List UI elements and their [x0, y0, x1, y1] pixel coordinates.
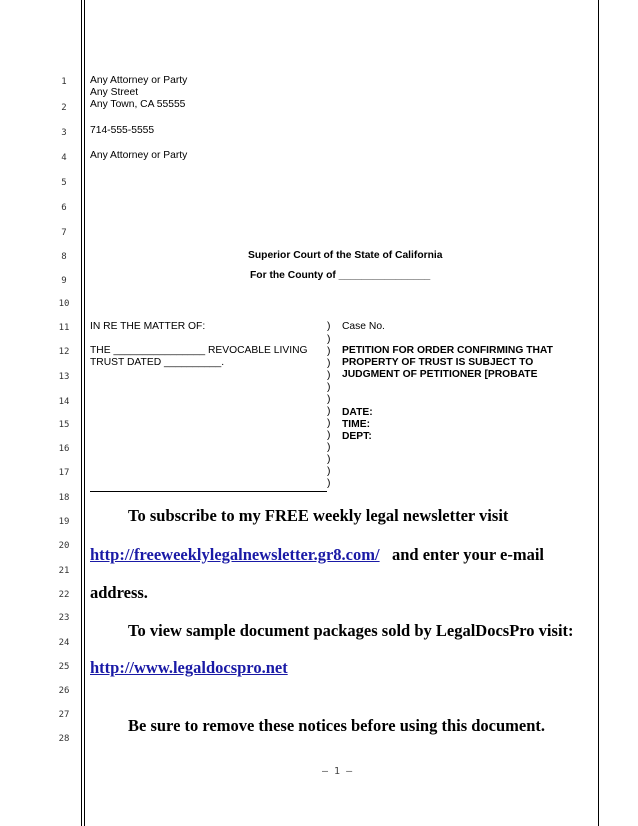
caption-paren: ) [327, 442, 331, 453]
petition-title-line1: PETITION FOR ORDER CONFIRMING THAT [342, 345, 553, 356]
line-number: 26 [58, 686, 70, 696]
remove-notice: Be sure to remove these notices before using this document. [128, 716, 546, 735]
line-number: 16 [58, 444, 70, 454]
line-number: 3 [61, 128, 67, 138]
case-number-label: Case No. [342, 321, 385, 332]
line-number: 8 [61, 252, 67, 262]
petition-title-line3: JUDGMENT OF PETITIONER [PROBATE [342, 369, 538, 380]
caption-paren: ) [327, 466, 331, 477]
trust-name-line2: TRUST DATED __________. [90, 357, 225, 368]
line-number: 17 [58, 468, 70, 478]
line-number: 23 [58, 613, 70, 623]
line-number: 25 [58, 662, 70, 672]
caption-underline [90, 491, 327, 492]
line-number: 11 [58, 323, 70, 333]
newsletter-link[interactable]: http://freeweeklylegalnewsletter.gr8.com/ [90, 545, 380, 564]
attorney-street: Any Street [90, 87, 139, 98]
caption-paren: ) [327, 394, 331, 405]
caption-paren: ) [327, 478, 331, 489]
subscribe-notice: To subscribe to my FREE weekly legal newsletter visit [128, 506, 509, 525]
line-number: 22 [58, 590, 70, 600]
line-number: 9 [61, 276, 67, 286]
caption-paren: ) [327, 406, 331, 417]
caption-paren: ) [327, 358, 331, 369]
hearing-dept-label: DEPT: [342, 431, 372, 442]
packages-notice: To view sample document packages sold by LegalDocsPro visit: [128, 621, 574, 640]
line-number: 27 [58, 710, 70, 720]
line-number: 21 [58, 566, 70, 576]
attorney-phone: 714-555-5555 [90, 125, 155, 136]
petition-title-line2: PROPERTY OF TRUST IS SUBJECT TO [342, 357, 534, 368]
line-number: 15 [58, 420, 70, 430]
line-number: 2 [61, 103, 67, 113]
line-number: 10 [58, 299, 70, 309]
line-number: 4 [61, 153, 67, 163]
attorney-for: Any Attorney or Party [90, 150, 188, 161]
left-margin-rule-inner [84, 0, 85, 826]
court-name: Superior Court of the State of California [248, 250, 443, 261]
caption-paren: ) [327, 382, 331, 393]
line-number: 13 [58, 372, 70, 382]
line-number: 12 [58, 347, 70, 357]
line-number: 19 [58, 517, 70, 527]
line-number: 7 [61, 228, 67, 238]
address-text: address. [90, 583, 148, 602]
caption-paren: ) [327, 430, 331, 441]
line-number: 18 [58, 493, 70, 503]
hearing-time-label: TIME: [342, 419, 371, 430]
page-number: – 1 – [322, 766, 353, 777]
line-number: 20 [58, 541, 70, 551]
caption-paren: ) [327, 334, 331, 345]
court-county: For the County of ________________ [250, 270, 431, 281]
right-margin-rule [598, 0, 599, 826]
trust-name-line1: THE ________________ REVOCABLE LIVING [90, 345, 308, 356]
legaldocspro-link[interactable]: http://www.legaldocspro.net [90, 658, 288, 677]
caption-paren: ) [327, 321, 331, 332]
caption-paren: ) [327, 454, 331, 465]
caption-paren: ) [327, 418, 331, 429]
line-number: 6 [61, 203, 67, 213]
line-number: 28 [58, 734, 70, 744]
line-number: 14 [58, 397, 70, 407]
caption-paren: ) [327, 370, 331, 381]
line-number: 5 [61, 178, 67, 188]
attorney-city: Any Town, CA 55555 [90, 99, 186, 110]
hearing-date-label: DATE: [342, 407, 373, 418]
caption-paren: ) [327, 346, 331, 357]
matter-label: IN RE THE MATTER OF: [90, 321, 206, 332]
attorney-name: Any Attorney or Party [90, 75, 188, 86]
left-margin-rule-outer [81, 0, 82, 826]
enter-email-text: and enter your e-mail [392, 545, 545, 564]
line-number: 24 [58, 638, 70, 648]
line-number: 1 [61, 77, 67, 87]
